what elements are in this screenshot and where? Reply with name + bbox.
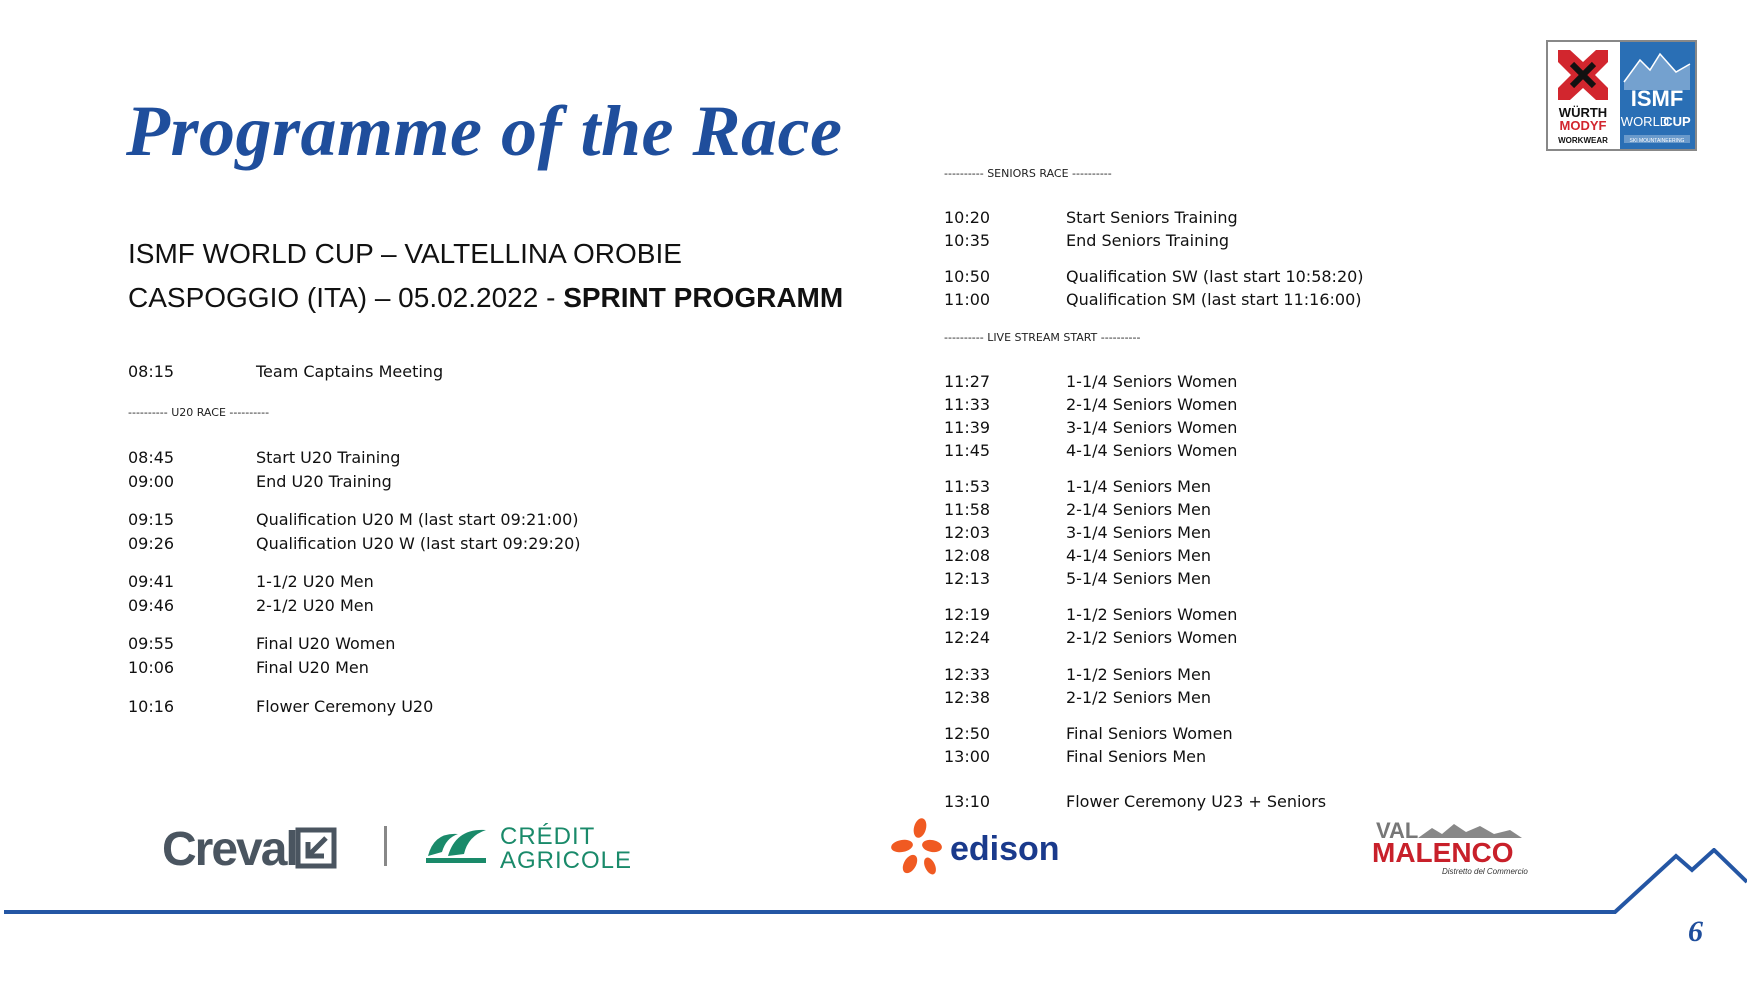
schedule-event: Qualification SM (last start 11:16:00) bbox=[1066, 290, 1362, 309]
schedule-event: Final U20 Women bbox=[256, 634, 396, 653]
schedule-time: 11:45 bbox=[944, 441, 991, 460]
schedule-event: Team Captains Meeting bbox=[256, 362, 444, 381]
schedule-time: 11:58 bbox=[944, 500, 991, 519]
schedule-row bbox=[944, 628, 1238, 647]
schedule-event: 2-1/2 Seniors Men bbox=[1066, 688, 1211, 707]
schedule-row bbox=[944, 500, 1211, 519]
schedule-time: 10:50 bbox=[944, 267, 991, 286]
val-text: VAL bbox=[1376, 818, 1419, 843]
schedule-time: 12:38 bbox=[944, 688, 991, 707]
schedule-row bbox=[944, 231, 1229, 250]
schedule-time: 11:53 bbox=[944, 477, 991, 496]
schedule-row bbox=[944, 546, 1211, 565]
schedule-row bbox=[944, 688, 1211, 707]
subtitle-line-2 bbox=[128, 282, 843, 314]
schedule-time: 11:27 bbox=[944, 372, 991, 391]
schedule-time: 12:08 bbox=[944, 546, 991, 565]
schedule-row bbox=[944, 605, 1238, 624]
schedule-time: 11:00 bbox=[944, 290, 991, 309]
schedule-row bbox=[944, 372, 1238, 391]
schedule-event: 5-1/4 Seniors Men bbox=[1066, 569, 1211, 588]
schedule-row bbox=[128, 697, 434, 716]
ismf-world-text: WORLD bbox=[1620, 114, 1670, 129]
distretto-text: Distretto del Commercio bbox=[1442, 867, 1528, 876]
schedule-event: 1-1/2 Seniors Men bbox=[1066, 665, 1211, 684]
schedule-event: 2-1/4 Seniors Women bbox=[1066, 395, 1238, 414]
schedule-row bbox=[128, 510, 579, 529]
schedule-time: 10:06 bbox=[128, 658, 175, 677]
schedule-event: Flower Ceremony U23 + Seniors bbox=[1066, 792, 1327, 811]
schedule-time: 10:35 bbox=[944, 231, 991, 250]
schedule-time: 12:19 bbox=[944, 605, 991, 624]
schedule-time: 13:00 bbox=[944, 747, 991, 766]
creval-text: Creval bbox=[162, 823, 297, 872]
schedule-row bbox=[944, 418, 1238, 437]
schedule-time: 09:26 bbox=[128, 534, 175, 553]
schedule-event: Qualification SW (last start 10:58:20) bbox=[1066, 267, 1364, 286]
schedule-row bbox=[944, 747, 1207, 766]
schedule-time: 12:13 bbox=[944, 569, 991, 588]
schedule-row bbox=[944, 724, 1233, 743]
schedule-row bbox=[944, 267, 1364, 286]
schedule-row bbox=[128, 572, 374, 591]
schedule-row bbox=[944, 523, 1211, 542]
schedule-event: Flower Ceremony U20 bbox=[256, 697, 434, 716]
schedule-event: Final Seniors Men bbox=[1066, 747, 1207, 766]
schedule-time: 12:24 bbox=[944, 628, 991, 647]
subtitle-line-2-prefix: CASPOGGIO (ITA) – 05.02.2022 - bbox=[128, 282, 564, 313]
wurth-ismf-logo bbox=[1546, 40, 1697, 151]
credit-text: CRÉDIT bbox=[500, 823, 596, 850]
page-number: 6 bbox=[1688, 915, 1703, 948]
schedule-time: 12:03 bbox=[944, 523, 991, 542]
schedule-event: Start Seniors Training bbox=[1066, 208, 1238, 227]
schedule-event: 4-1/4 Seniors Men bbox=[1066, 546, 1211, 565]
schedule-row bbox=[944, 441, 1238, 460]
schedule-event: 1-1/4 Seniors Men bbox=[1066, 477, 1211, 496]
schedule-row bbox=[128, 448, 401, 467]
schedule-row bbox=[944, 395, 1238, 414]
schedule-event: End U20 Training bbox=[256, 472, 392, 491]
schedule-event: 3-1/4 Seniors Women bbox=[1066, 418, 1238, 437]
schedule-row bbox=[944, 477, 1211, 496]
schedule-time: 09:15 bbox=[128, 510, 175, 529]
schedule-time: 09:41 bbox=[128, 572, 175, 591]
modyf-text: MODYF bbox=[1559, 118, 1607, 133]
schedule-row bbox=[944, 569, 1211, 588]
agricole-text: AGRICOLE bbox=[500, 847, 633, 872]
schedule-event: Qualification U20 M (last start 09:21:00) bbox=[256, 510, 579, 529]
schedule-row bbox=[944, 665, 1211, 684]
wurth-text: WÜRTH bbox=[1558, 105, 1608, 120]
u20-race-separator: ---------- U20 RACE ---------- bbox=[128, 406, 270, 419]
schedule-time: 11:33 bbox=[944, 395, 991, 414]
subtitle-line-2-bold: SPRINT PROGRAMM bbox=[563, 282, 844, 313]
schedule-event: Final U20 Men bbox=[256, 658, 369, 677]
schedule-event: 1-1/2 U20 Men bbox=[256, 572, 374, 591]
ismf-text: ISMF bbox=[1630, 86, 1684, 111]
schedule-event: 2-1/2 Seniors Women bbox=[1066, 628, 1238, 647]
schedule-time: 08:45 bbox=[128, 448, 175, 467]
schedule-row bbox=[128, 472, 392, 491]
schedule-row bbox=[128, 534, 581, 553]
schedule-event: Qualification U20 W (last start 09:29:20) bbox=[256, 534, 581, 553]
schedule-time: 08:15 bbox=[128, 362, 175, 381]
schedule-event: Final Seniors Women bbox=[1066, 724, 1233, 743]
workwear-text: WORKWEAR bbox=[1558, 136, 1608, 145]
schedule-time: 10:16 bbox=[128, 697, 175, 716]
schedule-event: 3-1/4 Seniors Men bbox=[1066, 523, 1211, 542]
schedule-event: End Seniors Training bbox=[1066, 231, 1229, 250]
schedule-time: 10:20 bbox=[944, 208, 991, 227]
schedule-row bbox=[944, 792, 1327, 811]
schedule-event: 1-1/4 Seniors Women bbox=[1066, 372, 1238, 391]
page-title: Programme of the Race bbox=[126, 91, 843, 171]
schedule-row bbox=[128, 634, 396, 653]
schedule-row-meeting bbox=[128, 362, 444, 381]
schedule-event: 2-1/2 U20 Men bbox=[256, 596, 374, 615]
malenco-text: MALENCO bbox=[1372, 837, 1514, 868]
seniors-race-separator: ---------- SENIORS RACE ---------- bbox=[944, 167, 1112, 180]
schedule-time: 12:50 bbox=[944, 724, 991, 743]
subtitle-line-1: ISMF WORLD CUP – VALTELLINA OROBIE bbox=[128, 238, 682, 269]
schedule-event: 2-1/4 Seniors Men bbox=[1066, 500, 1211, 519]
schedule-row bbox=[128, 596, 374, 615]
schedule-time: 09:55 bbox=[128, 634, 175, 653]
schedule-row bbox=[944, 208, 1238, 227]
ismf-cup-text: CUP bbox=[1663, 114, 1691, 129]
schedule-time: 11:39 bbox=[944, 418, 991, 437]
schedule-event: Start U20 Training bbox=[256, 448, 401, 467]
schedule-row bbox=[128, 658, 369, 677]
schedule-time: 12:33 bbox=[944, 665, 991, 684]
ismf-small-text: SKI MOUNTAINEERING bbox=[1629, 138, 1685, 144]
edison-text: edison bbox=[950, 830, 1060, 868]
schedule-row bbox=[944, 290, 1362, 309]
live-stream-separator: ---------- LIVE STREAM START ---------- bbox=[944, 331, 1141, 344]
schedule-time: 13:10 bbox=[944, 792, 991, 811]
schedule-event: 4-1/4 Seniors Women bbox=[1066, 441, 1238, 460]
footer-mountain-line bbox=[0, 848, 1747, 918]
wurth-ismf-logo-graphic bbox=[1548, 42, 1695, 149]
schedule-event: 1-1/2 Seniors Women bbox=[1066, 605, 1238, 624]
schedule-time: 09:46 bbox=[128, 596, 175, 615]
schedule-time: 09:00 bbox=[128, 472, 175, 491]
